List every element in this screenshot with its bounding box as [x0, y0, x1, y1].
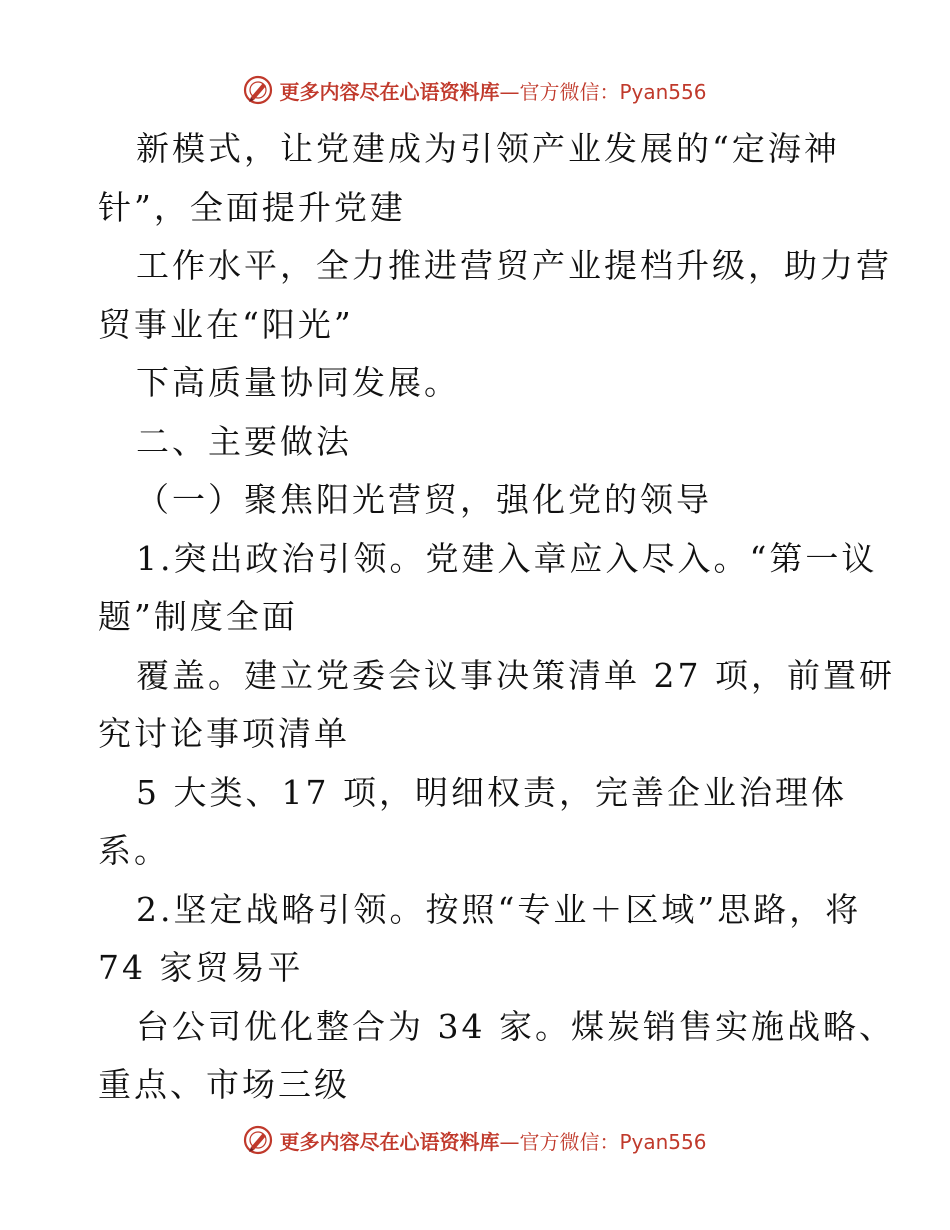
text-line: 针”，全面提升党建	[98, 187, 406, 227]
pen-logo-icon	[243, 1125, 273, 1155]
watermark-main-text: 更多内容尽在心语资料库	[279, 1129, 500, 1154]
watermark-sub-text: —官方微信：Pyan556	[499, 1129, 707, 1154]
header-watermark	[0, 70, 950, 110]
text-line: 贸事业在“阳光”	[98, 304, 354, 344]
text-line: 5 大类、17 项，明细权责，完善企业治理体	[136, 772, 847, 812]
section-heading: 二、主要做法	[136, 421, 352, 461]
text-line: 工作水平，全力推进营贸产业提档升级，助力营	[136, 246, 892, 285]
pen-logo-icon	[243, 75, 273, 105]
text-line: 1.突出政治引领。党建入章应入尽入。“第一议	[136, 538, 878, 578]
text-line: 74 家贸易平	[98, 948, 304, 987]
text-line: 新模式，让党建成为引领产业发展的“定海神	[136, 129, 840, 168]
watermark-main-text: 更多内容尽在心语资料库	[279, 79, 500, 104]
text-line: 题”制度全面	[98, 597, 298, 636]
text-line: 重点、市场三级	[98, 1065, 350, 1104]
text-line: 下高质量协同发展。	[136, 363, 460, 402]
footer-watermark	[0, 1120, 950, 1160]
document-body	[98, 120, 895, 1115]
watermark-sub-text: —官方微信：Pyan556	[499, 79, 707, 104]
text-line: 覆盖。建立党委会议事决策清单 27 项，前置研	[136, 655, 895, 695]
watermark-text	[279, 76, 706, 105]
text-line: 2.坚定战略引领。按照“专业＋区域”思路，将	[136, 889, 862, 929]
text-line: 究讨论事项清单	[98, 714, 350, 753]
watermark-text	[279, 1126, 706, 1155]
text-line: 台公司优化整合为 34 家。煤炭销售实施战略、	[136, 1006, 895, 1046]
subsection-heading: （一）聚焦阳光营贸，强化党的领导	[136, 480, 712, 519]
text-line: 系。	[98, 831, 170, 870]
